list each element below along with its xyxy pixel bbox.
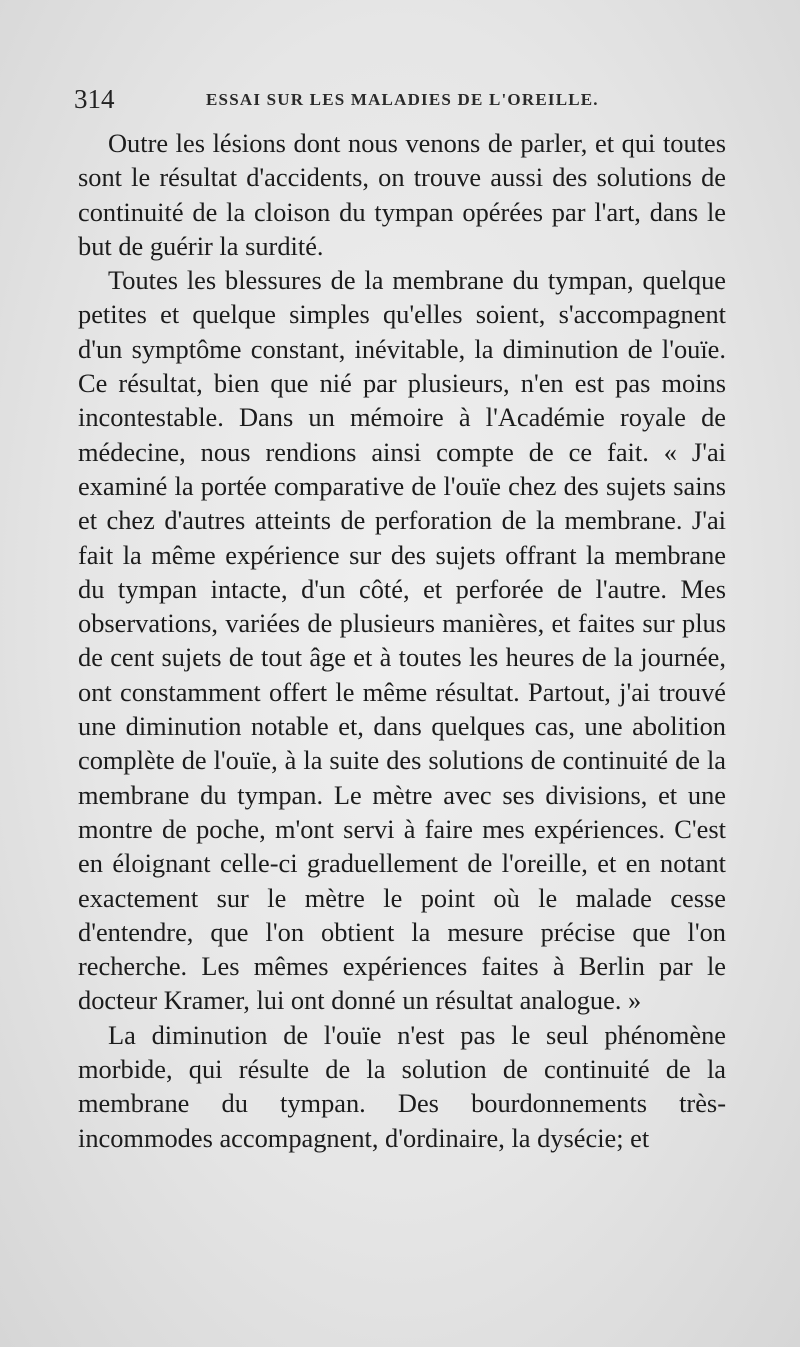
paragraph: Toutes les blessures de la membrane du tympan, quelque petites et quelque simples qu'elles soient, s'accompagnent d'un symptôme constant, inévitable, la diminution de l'ouïe. Ce résultat, bien que nié par plusieurs, n'en est pas moins incontestable. Dans un mémoire à l'Académie royale de médecine, nous rendions ainsi compte de ce fait. « J'ai examiné la portée comparative de l'ouïe chez des sujets sains et chez d'autres atteints de perforation de la membrane. J'ai fait la même expérience sur des sujets offrant la membrane du tympan intacte, d'un côté, et perforée de l'autre. Mes observations, variées de plusieurs manières, et faites sur plus de cent sujets de tout âge et à toutes les heures de la journée, ont constamment offert le même résultat. Partout, j'ai trouvé une diminution notable et, dans quelques cas, une abolition complète de l'ouïe, à la suite des solutions de continuité de la membrane du tympan. Le mètre avec ses divisions, et une montre de poche, m'ont servi à faire mes expériences. C'est en éloignant celle-ci graduellement de l'oreille, et en notant exactement sur le mètre le point où le malade cesse d'entendre, que l'on obtient la mesure précise que l'on recherche. Les mêmes expériences faites à Berlin par le docteur Kramer, lui ont donné un résultat analogue. » <box>78 265 726 1016</box>
running-head: ESSAI SUR LES MALADIES DE L'OREILLE. <box>206 90 599 109</box>
page-header <box>74 84 724 118</box>
paragraph: Outre les lésions dont nous venons de parler, et qui toutes sont le résultat d'accidents, on trouve aussi des solutions de continuité de la cloison du tympan opérées par l'art, dans le but de guérir la surdité. <box>78 128 726 261</box>
page-number: 314 <box>74 84 115 114</box>
paragraph: La diminution de l'ouïe n'est pas le seul phénomène morbide, qui résulte de la solution de continuité de la membrane du tympan. Des bourdonnements très-incommodes accompagnent, d'ordinaire, la dysécie; et <box>78 1019 726 1153</box>
body-text <box>78 126 726 1155</box>
